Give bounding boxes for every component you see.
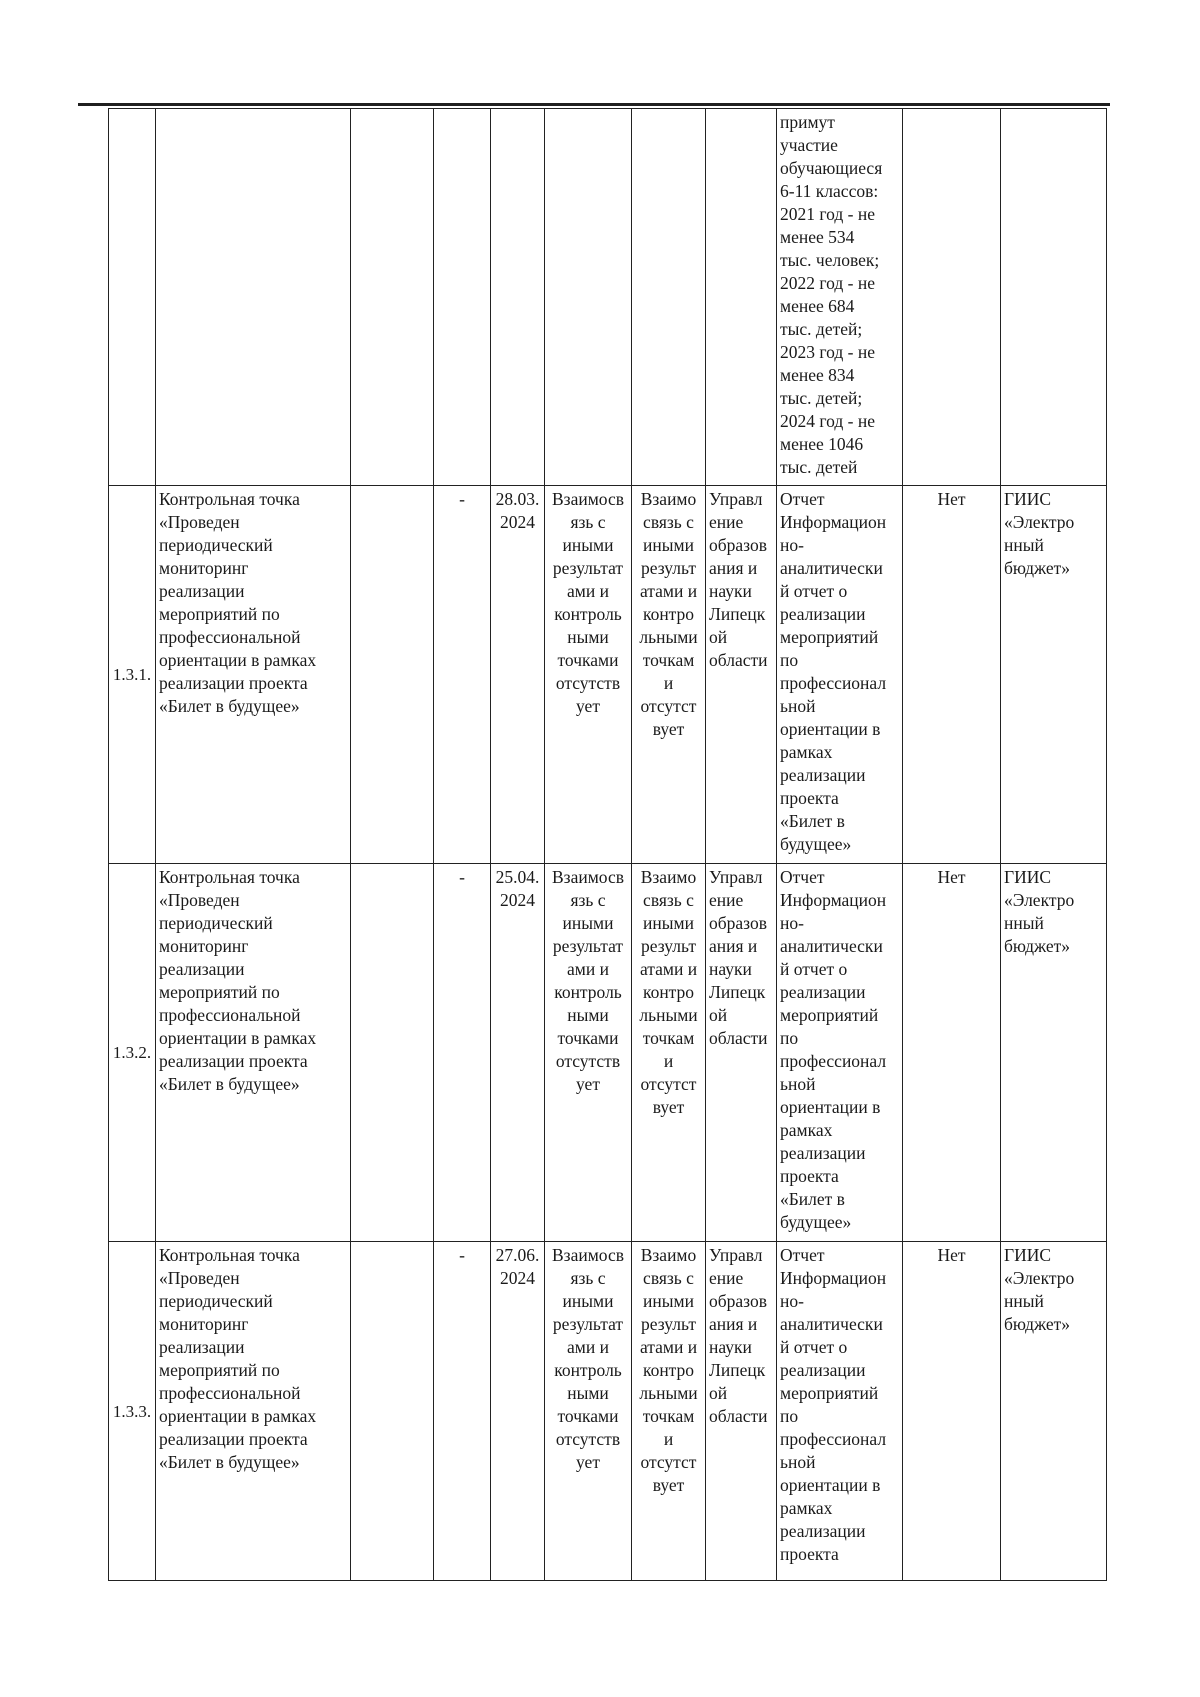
cell-name: Контрольная точка «Проведен периодический мониторинг реализации мероприятий по профессиональной ориентации в рамках реализации проекта «Билет в будущее»	[156, 1242, 351, 1581]
cell-level	[903, 109, 1001, 486]
cell-num	[109, 109, 156, 486]
cell-next-link: Взаимо связь с иными результ атами и контро льными точкам и отсутст вует	[632, 1242, 706, 1581]
cell-level: Нет	[903, 1242, 1001, 1581]
cell-responsible	[706, 109, 777, 486]
cell-date: 28.03. 2024	[491, 486, 545, 864]
cell-document: примут участие обучающиеся 6-11 классов: 2021 год - не менее 534 тыс. человек; 2022 год - не менее 684 тыс. детей; 2023 год - не менее 834 тыс. детей; 2024 год - не менее 1046 тыс. детей	[777, 109, 903, 486]
cell-next-link: Взаимо связь с иными результ атами и контро льными точкам и отсутст вует	[632, 864, 706, 1242]
top-rule	[78, 103, 1110, 106]
cell-document: Отчет Информацион но- аналитически й отчет о реализации мероприятий по профессионал ьной ориентации в рамках реализации проекта	[777, 1242, 903, 1581]
cell-responsible: Управл ение образов ания и науки Липецк ой области	[706, 1242, 777, 1581]
control-points-table	[108, 108, 1107, 1581]
table-row-continuation	[109, 109, 1107, 486]
cell-num: 1.3.1.	[109, 486, 156, 864]
table-row	[109, 864, 1107, 1242]
cell-name: Контрольная точка «Проведен периодический мониторинг реализации мероприятий по профессиональной ориентации в рамках реализации проекта «Билет в будущее»	[156, 864, 351, 1242]
cell-date: 27.06. 2024	[491, 1242, 545, 1581]
cell-col3	[351, 1242, 434, 1581]
cell-prev-link: Взаимосв язь с иными результат ами и контроль ными точками отсутств ует	[545, 486, 632, 864]
cell-responsible: Управл ение образов ания и науки Липецк ой области	[706, 864, 777, 1242]
cell-system: ГИИС «Электро нный бюджет»	[1001, 864, 1107, 1242]
cell-col4: -	[434, 486, 491, 864]
cell-num: 1.3.2.	[109, 864, 156, 1242]
cell-col3	[351, 486, 434, 864]
cell-col4: -	[434, 864, 491, 1242]
cell-document: Отчет Информацион но- аналитически й отчет о реализации мероприятий по профессионал ьной ориентации в рамках реализации проекта «Билет в будущее»	[777, 864, 903, 1242]
cell-date	[491, 109, 545, 486]
cell-col3	[351, 109, 434, 486]
cell-col3	[351, 864, 434, 1242]
cell-prev-link	[545, 109, 632, 486]
cell-system: ГИИС «Электро нный бюджет»	[1001, 1242, 1107, 1581]
cell-col4	[434, 109, 491, 486]
table-row	[109, 486, 1107, 864]
cell-name	[156, 109, 351, 486]
cell-system	[1001, 109, 1107, 486]
cell-name: Контрольная точка «Проведен периодический мониторинг реализации мероприятий по профессиональной ориентации в рамках реализации проекта «Билет в будущее»	[156, 486, 351, 864]
cell-prev-link: Взаимосв язь с иными результат ами и контроль ными точками отсутств ует	[545, 864, 632, 1242]
cell-system: ГИИС «Электро нный бюджет»	[1001, 486, 1107, 864]
cell-next-link: Взаимо связь с иными результ атами и контро льными точкам и отсутст вует	[632, 486, 706, 864]
cell-level: Нет	[903, 486, 1001, 864]
cell-responsible: Управл ение образов ания и науки Липецк ой области	[706, 486, 777, 864]
cell-num: 1.3.3.	[109, 1242, 156, 1581]
cell-date: 25.04. 2024	[491, 864, 545, 1242]
table-row	[109, 1242, 1107, 1581]
cell-next-link	[632, 109, 706, 486]
cell-level: Нет	[903, 864, 1001, 1242]
cell-prev-link: Взаимосв язь с иными результат ами и контроль ными точками отсутств ует	[545, 1242, 632, 1581]
cell-document: Отчет Информацион но- аналитически й отчет о реализации мероприятий по профессионал ьной ориентации в рамках реализации проекта «Билет в будущее»	[777, 486, 903, 864]
cell-col4: -	[434, 1242, 491, 1581]
